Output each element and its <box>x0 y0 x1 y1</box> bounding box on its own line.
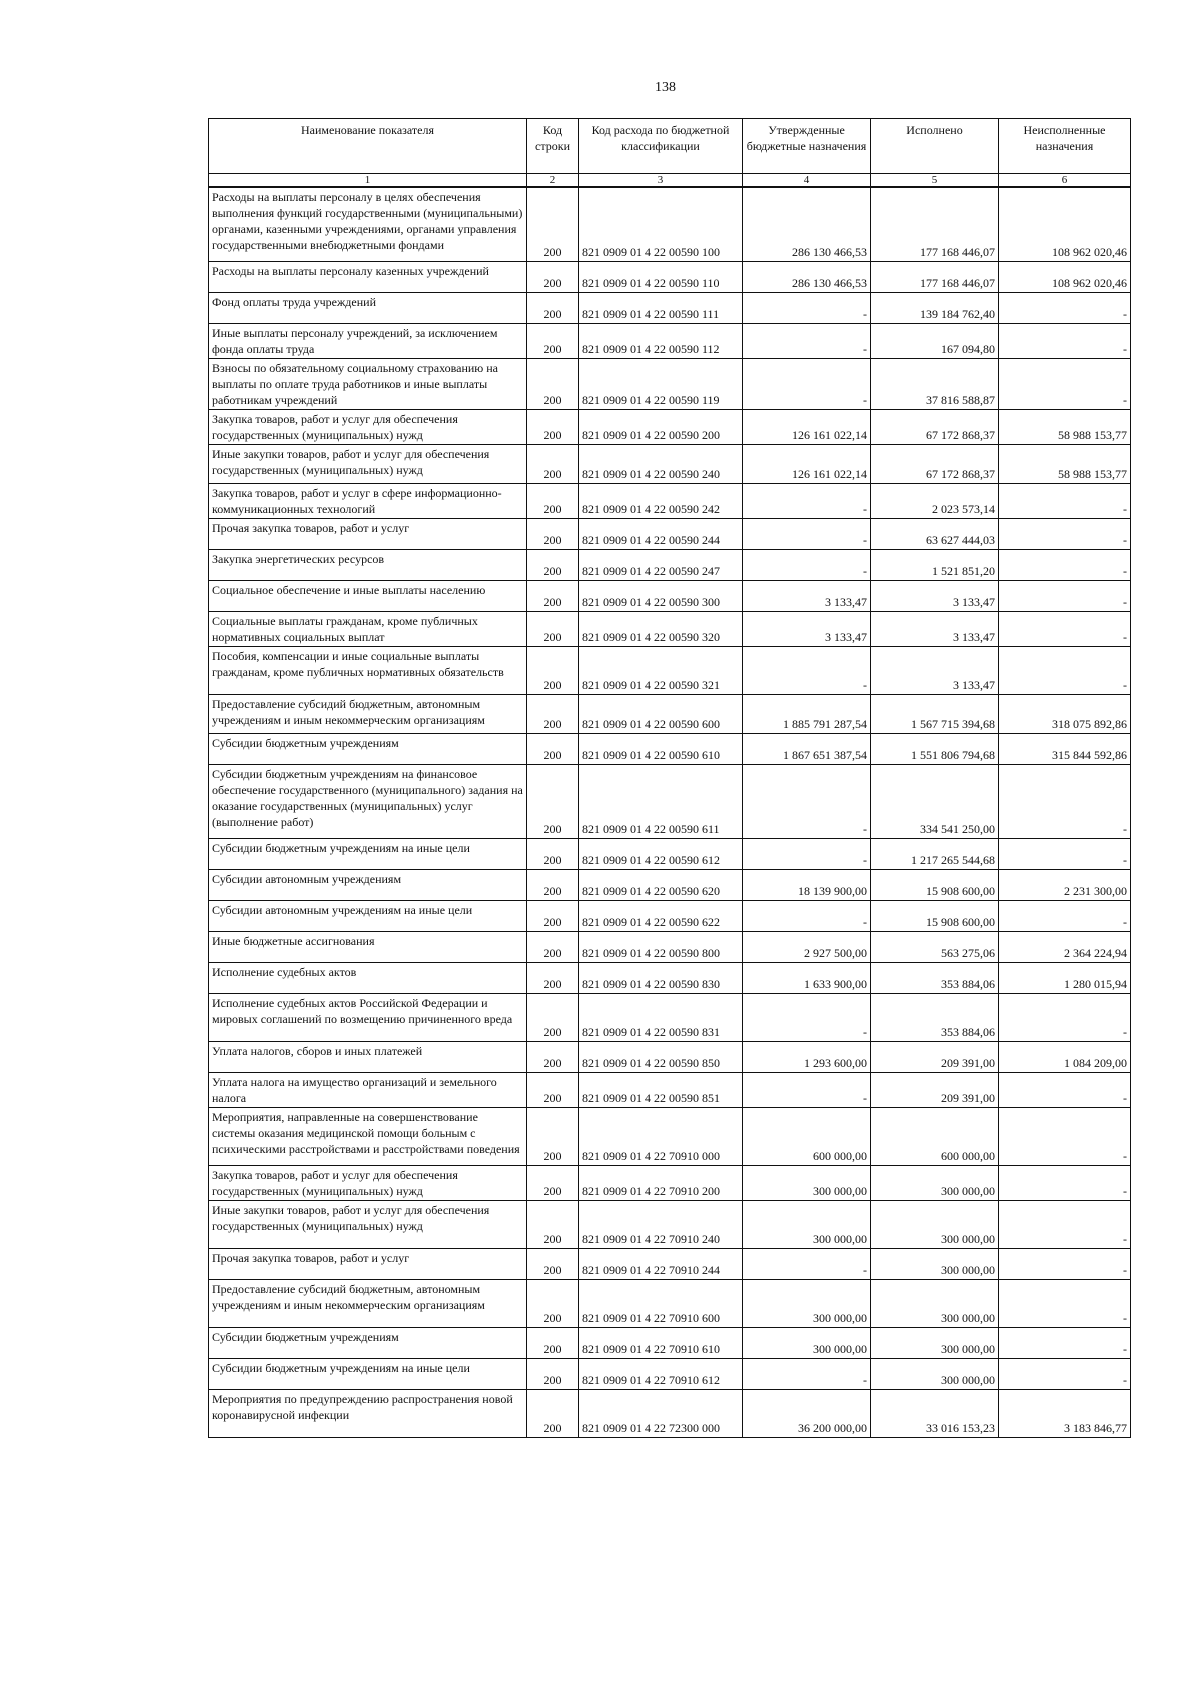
row-unexecuted-cell: 2 231 300,00 <box>999 869 1131 900</box>
table-row <box>209 900 1131 931</box>
row-unexecuted-cell: 315 844 592,86 <box>999 733 1131 764</box>
row-line-code-cell: 200 <box>527 1358 579 1389</box>
row-line-code-cell: 200 <box>527 838 579 869</box>
table-row <box>209 323 1131 358</box>
table-row <box>209 549 1131 580</box>
row-line-code-cell: 200 <box>527 358 579 409</box>
row-classification-cell: 821 0909 01 4 22 00590 321 <box>579 646 743 694</box>
row-unexecuted-cell: - <box>999 611 1131 646</box>
row-classification-cell: 821 0909 01 4 22 00590 600 <box>579 694 743 733</box>
row-line-code-cell: 200 <box>527 292 579 323</box>
row-executed-cell: 300 000,00 <box>871 1358 999 1389</box>
row-approved-cell: 300 000,00 <box>743 1200 871 1248</box>
row-unexecuted-cell: - <box>999 1327 1131 1358</box>
row-approved-cell: - <box>743 1072 871 1107</box>
row-unexecuted-cell: - <box>999 1200 1131 1248</box>
row-approved-cell: 286 130 466,53 <box>743 187 871 261</box>
table-row <box>209 838 1131 869</box>
row-classification-cell: 821 0909 01 4 22 00590 112 <box>579 323 743 358</box>
row-classification-cell: 821 0909 01 4 22 70910 000 <box>579 1107 743 1165</box>
row-name-cell: Субсидии бюджетным учреждениям <box>209 1327 527 1358</box>
row-approved-cell: 300 000,00 <box>743 1279 871 1327</box>
row-line-code-cell: 200 <box>527 323 579 358</box>
row-executed-cell: 334 541 250,00 <box>871 764 999 838</box>
row-line-code-cell: 200 <box>527 900 579 931</box>
row-executed-cell: 300 000,00 <box>871 1327 999 1358</box>
row-unexecuted-cell: - <box>999 1358 1131 1389</box>
table-row <box>209 931 1131 962</box>
row-approved-cell: - <box>743 1358 871 1389</box>
row-classification-cell: 821 0909 01 4 22 00590 242 <box>579 483 743 518</box>
row-approved-cell: - <box>743 292 871 323</box>
row-classification-cell: 821 0909 01 4 22 70910 200 <box>579 1165 743 1200</box>
row-executed-cell: 1 521 851,20 <box>871 549 999 580</box>
row-name-cell: Мероприятия, направленные на совершенствование системы оказания медицинской помощи больным с психическими расстройствами и расстройствами поведения <box>209 1107 527 1165</box>
row-classification-cell: 821 0909 01 4 22 00590 110 <box>579 261 743 292</box>
row-classification-cell: 821 0909 01 4 22 00590 851 <box>579 1072 743 1107</box>
row-line-code-cell: 200 <box>527 646 579 694</box>
table-row <box>209 869 1131 900</box>
row-name-cell: Предоставление субсидий бюджетным, автономным учреждениям и иным некоммерческим организациям <box>209 694 527 733</box>
row-line-code-cell: 200 <box>527 483 579 518</box>
row-name-cell: Уплата налога на имущество организаций и земельного налога <box>209 1072 527 1107</box>
row-approved-cell: 1 293 600,00 <box>743 1041 871 1072</box>
row-name-cell: Расходы на выплаты персоналу в целях обеспечения выполнения функций государственными (муниципальными) органами, казенными учреждениями, органами управления государственными внебюджетными фондами <box>209 187 527 261</box>
header-classification-code: Код расхода по бюджетной классификации <box>579 119 743 174</box>
row-executed-cell: 3 133,47 <box>871 611 999 646</box>
row-classification-cell: 821 0909 01 4 22 00590 831 <box>579 993 743 1041</box>
table-row <box>209 1327 1131 1358</box>
row-line-code-cell: 200 <box>527 1327 579 1358</box>
row-approved-cell: 18 139 900,00 <box>743 869 871 900</box>
row-unexecuted-cell: - <box>999 1107 1131 1165</box>
row-classification-cell: 821 0909 01 4 22 00590 850 <box>579 1041 743 1072</box>
row-classification-cell: 821 0909 01 4 22 00590 610 <box>579 733 743 764</box>
row-unexecuted-cell: - <box>999 483 1131 518</box>
row-classification-cell: 821 0909 01 4 22 00590 611 <box>579 764 743 838</box>
column-index: 2 <box>527 174 579 188</box>
row-line-code-cell: 200 <box>527 1248 579 1279</box>
table-row <box>209 1248 1131 1279</box>
row-approved-cell: 300 000,00 <box>743 1165 871 1200</box>
row-approved-cell: - <box>743 518 871 549</box>
row-approved-cell: - <box>743 646 871 694</box>
row-executed-cell: 37 816 588,87 <box>871 358 999 409</box>
row-executed-cell: 63 627 444,03 <box>871 518 999 549</box>
row-name-cell: Субсидии бюджетным учреждениям на иные цели <box>209 1358 527 1389</box>
row-name-cell: Предоставление субсидий бюджетным, автономным учреждениям и иным некоммерческим организациям <box>209 1279 527 1327</box>
row-executed-cell: 300 000,00 <box>871 1200 999 1248</box>
row-name-cell: Закупка энергетических ресурсов <box>209 549 527 580</box>
row-classification-cell: 821 0909 01 4 22 00590 800 <box>579 931 743 962</box>
table-row <box>209 1072 1131 1107</box>
row-approved-cell: 126 161 022,14 <box>743 444 871 483</box>
row-unexecuted-cell: - <box>999 1248 1131 1279</box>
row-classification-cell: 821 0909 01 4 22 00590 100 <box>579 187 743 261</box>
table-row <box>209 962 1131 993</box>
row-classification-cell: 821 0909 01 4 22 70910 612 <box>579 1358 743 1389</box>
row-line-code-cell: 200 <box>527 261 579 292</box>
row-unexecuted-cell: - <box>999 549 1131 580</box>
table-row <box>209 1165 1131 1200</box>
row-classification-cell: 821 0909 01 4 22 70910 240 <box>579 1200 743 1248</box>
table-row <box>209 1358 1131 1389</box>
row-line-code-cell: 200 <box>527 1041 579 1072</box>
row-name-cell: Взносы по обязательному социальному страхованию на выплаты по оплате труда работников и иные выплаты работникам учреждений <box>209 358 527 409</box>
row-unexecuted-cell: 1 280 015,94 <box>999 962 1131 993</box>
row-name-cell: Мероприятия по предупреждению распространения новой коронавирусной инфекции <box>209 1389 527 1437</box>
row-executed-cell: 300 000,00 <box>871 1165 999 1200</box>
column-index-row <box>209 174 1131 188</box>
table-row <box>209 646 1131 694</box>
table-row <box>209 580 1131 611</box>
row-executed-cell: 67 172 868,37 <box>871 409 999 444</box>
row-executed-cell: 563 275,06 <box>871 931 999 962</box>
row-classification-cell: 821 0909 01 4 22 00590 119 <box>579 358 743 409</box>
row-executed-cell: 67 172 868,37 <box>871 444 999 483</box>
row-name-cell: Исполнение судебных актов <box>209 962 527 993</box>
row-executed-cell: 167 094,80 <box>871 323 999 358</box>
row-classification-cell: 821 0909 01 4 22 00590 830 <box>579 962 743 993</box>
row-classification-cell: 821 0909 01 4 22 00590 244 <box>579 518 743 549</box>
row-executed-cell: 353 884,06 <box>871 962 999 993</box>
table-row <box>209 358 1131 409</box>
row-unexecuted-cell: - <box>999 580 1131 611</box>
table-row <box>209 1389 1131 1437</box>
row-line-code-cell: 200 <box>527 694 579 733</box>
row-approved-cell: - <box>743 358 871 409</box>
row-approved-cell: - <box>743 549 871 580</box>
row-executed-cell: 300 000,00 <box>871 1248 999 1279</box>
row-line-code-cell: 200 <box>527 580 579 611</box>
header-line-code: Код строки <box>527 119 579 174</box>
row-name-cell: Субсидии автономным учреждениям <box>209 869 527 900</box>
row-approved-cell: 2 927 500,00 <box>743 931 871 962</box>
row-name-cell: Закупка товаров, работ и услуг в сфере информационно-коммуникационных технологий <box>209 483 527 518</box>
row-line-code-cell: 200 <box>527 733 579 764</box>
table-row <box>209 1107 1131 1165</box>
row-line-code-cell: 200 <box>527 1279 579 1327</box>
row-name-cell: Социальные выплаты гражданам, кроме публичных нормативных социальных выплат <box>209 611 527 646</box>
row-unexecuted-cell: 318 075 892,86 <box>999 694 1131 733</box>
row-approved-cell: 3 133,47 <box>743 611 871 646</box>
row-name-cell: Пособия, компенсации и иные социальные выплаты гражданам, кроме публичных нормативных обязательств <box>209 646 527 694</box>
row-classification-cell: 821 0909 01 4 22 00590 622 <box>579 900 743 931</box>
table-row <box>209 409 1131 444</box>
row-line-code-cell: 200 <box>527 1389 579 1437</box>
row-name-cell: Иные бюджетные ассигнования <box>209 931 527 962</box>
row-line-code-cell: 200 <box>527 1072 579 1107</box>
row-line-code-cell: 200 <box>527 1200 579 1248</box>
row-unexecuted-cell: - <box>999 646 1131 694</box>
row-classification-cell: 821 0909 01 4 22 00590 300 <box>579 580 743 611</box>
row-classification-cell: 821 0909 01 4 22 70910 600 <box>579 1279 743 1327</box>
row-approved-cell: 36 200 000,00 <box>743 1389 871 1437</box>
row-line-code-cell: 200 <box>527 869 579 900</box>
row-approved-cell: - <box>743 764 871 838</box>
column-index: 3 <box>579 174 743 188</box>
row-name-cell: Уплата налогов, сборов и иных платежей <box>209 1041 527 1072</box>
row-approved-cell: 600 000,00 <box>743 1107 871 1165</box>
row-name-cell: Прочая закупка товаров, работ и услуг <box>209 1248 527 1279</box>
row-name-cell: Исполнение судебных актов Российской Федерации и мировых соглашений по возмещению причиненного вреда <box>209 993 527 1041</box>
row-name-cell: Субсидии автономным учреждениям на иные цели <box>209 900 527 931</box>
row-classification-cell: 821 0909 01 4 22 00590 247 <box>579 549 743 580</box>
row-unexecuted-cell: 58 988 153,77 <box>999 409 1131 444</box>
header-indicator-name: Наименование показателя <box>209 119 527 174</box>
row-unexecuted-cell: - <box>999 1072 1131 1107</box>
row-executed-cell: 353 884,06 <box>871 993 999 1041</box>
row-executed-cell: 300 000,00 <box>871 1279 999 1327</box>
row-name-cell: Иные закупки товаров, работ и услуг для обеспечения государственных (муниципальных) нужд <box>209 444 527 483</box>
row-unexecuted-cell: 108 962 020,46 <box>999 187 1131 261</box>
row-approved-cell: 1 867 651 387,54 <box>743 733 871 764</box>
column-index: 5 <box>871 174 999 188</box>
table-row <box>209 292 1131 323</box>
row-classification-cell: 821 0909 01 4 22 72300 000 <box>579 1389 743 1437</box>
column-index: 4 <box>743 174 871 188</box>
row-name-cell: Субсидии бюджетным учреждениям <box>209 733 527 764</box>
row-executed-cell: 209 391,00 <box>871 1072 999 1107</box>
row-line-code-cell: 200 <box>527 518 579 549</box>
row-unexecuted-cell: - <box>999 1279 1131 1327</box>
row-line-code-cell: 200 <box>527 993 579 1041</box>
row-executed-cell: 3 133,47 <box>871 646 999 694</box>
row-unexecuted-cell: 2 364 224,94 <box>999 931 1131 962</box>
row-executed-cell: 600 000,00 <box>871 1107 999 1165</box>
row-unexecuted-cell: - <box>999 838 1131 869</box>
row-name-cell: Расходы на выплаты персоналу казенных учреждений <box>209 261 527 292</box>
row-unexecuted-cell: 108 962 020,46 <box>999 261 1131 292</box>
row-unexecuted-cell: 3 183 846,77 <box>999 1389 1131 1437</box>
table-row <box>209 1200 1131 1248</box>
row-approved-cell: 1 633 900,00 <box>743 962 871 993</box>
row-executed-cell: 177 168 446,07 <box>871 187 999 261</box>
row-classification-cell: 821 0909 01 4 22 00590 200 <box>579 409 743 444</box>
row-approved-cell: 286 130 466,53 <box>743 261 871 292</box>
table-row <box>209 261 1131 292</box>
row-classification-cell: 821 0909 01 4 22 00590 620 <box>579 869 743 900</box>
row-name-cell: Иные закупки товаров, работ и услуг для обеспечения государственных (муниципальных) нужд <box>209 1200 527 1248</box>
row-classification-cell: 821 0909 01 4 22 70910 244 <box>579 1248 743 1279</box>
row-executed-cell: 177 168 446,07 <box>871 261 999 292</box>
row-unexecuted-cell: - <box>999 900 1131 931</box>
row-name-cell: Социальное обеспечение и иные выплаты населению <box>209 580 527 611</box>
row-line-code-cell: 200 <box>527 611 579 646</box>
row-executed-cell: 2 023 573,14 <box>871 483 999 518</box>
row-executed-cell: 1 217 265 544,68 <box>871 838 999 869</box>
row-executed-cell: 3 133,47 <box>871 580 999 611</box>
table-row <box>209 993 1131 1041</box>
row-name-cell: Фонд оплаты труда учреждений <box>209 292 527 323</box>
row-unexecuted-cell: 1 084 209,00 <box>999 1041 1131 1072</box>
row-approved-cell: - <box>743 993 871 1041</box>
row-executed-cell: 1 551 806 794,68 <box>871 733 999 764</box>
table-row <box>209 611 1131 646</box>
row-line-code-cell: 200 <box>527 444 579 483</box>
row-name-cell: Иные выплаты персоналу учреждений, за исключением фонда оплаты труда <box>209 323 527 358</box>
row-line-code-cell: 200 <box>527 549 579 580</box>
table-row <box>209 518 1131 549</box>
row-line-code-cell: 200 <box>527 409 579 444</box>
budget-execution-table <box>208 118 1131 1438</box>
row-approved-cell: - <box>743 838 871 869</box>
row-classification-cell: 821 0909 01 4 22 00590 111 <box>579 292 743 323</box>
row-unexecuted-cell: - <box>999 764 1131 838</box>
table-row <box>209 444 1131 483</box>
row-unexecuted-cell: - <box>999 518 1131 549</box>
row-unexecuted-cell: - <box>999 358 1131 409</box>
table-row <box>209 1041 1131 1072</box>
row-approved-cell: - <box>743 1248 871 1279</box>
row-line-code-cell: 200 <box>527 931 579 962</box>
row-approved-cell: - <box>743 900 871 931</box>
row-executed-cell: 1 567 715 394,68 <box>871 694 999 733</box>
page-number: 138 <box>655 80 676 95</box>
row-classification-cell: 821 0909 01 4 22 70910 610 <box>579 1327 743 1358</box>
row-executed-cell: 139 184 762,40 <box>871 292 999 323</box>
table-row <box>209 1279 1131 1327</box>
row-unexecuted-cell: - <box>999 1165 1131 1200</box>
table-row <box>209 483 1131 518</box>
row-classification-cell: 821 0909 01 4 22 00590 320 <box>579 611 743 646</box>
header-executed: Исполнено <box>871 119 999 174</box>
row-approved-cell: 3 133,47 <box>743 580 871 611</box>
row-name-cell: Закупка товаров, работ и услуг для обеспечения государственных (муниципальных) нужд <box>209 409 527 444</box>
row-line-code-cell: 200 <box>527 1165 579 1200</box>
table-body <box>209 187 1131 1437</box>
row-classification-cell: 821 0909 01 4 22 00590 612 <box>579 838 743 869</box>
row-name-cell: Прочая закупка товаров, работ и услуг <box>209 518 527 549</box>
header-approved: Утвержденные бюджетные назначения <box>743 119 871 174</box>
row-unexecuted-cell: - <box>999 993 1131 1041</box>
table-row <box>209 764 1131 838</box>
row-line-code-cell: 200 <box>527 962 579 993</box>
row-approved-cell: - <box>743 483 871 518</box>
row-line-code-cell: 200 <box>527 187 579 261</box>
row-name-cell: Субсидии бюджетным учреждениям на финансовое обеспечение государственного (муниципального) задания на оказание государственных (муниципальных) услуг (выполнение работ) <box>209 764 527 838</box>
row-executed-cell: 33 016 153,23 <box>871 1389 999 1437</box>
table-row <box>209 733 1131 764</box>
table-row <box>209 187 1131 261</box>
row-approved-cell: 300 000,00 <box>743 1327 871 1358</box>
row-name-cell: Субсидии бюджетным учреждениям на иные цели <box>209 838 527 869</box>
row-unexecuted-cell: 58 988 153,77 <box>999 444 1131 483</box>
header-unexecuted: Неисполненные назначения <box>999 119 1131 174</box>
row-unexecuted-cell: - <box>999 323 1131 358</box>
row-approved-cell: 1 885 791 287,54 <box>743 694 871 733</box>
table-row <box>209 694 1131 733</box>
row-line-code-cell: 200 <box>527 1107 579 1165</box>
row-approved-cell: 126 161 022,14 <box>743 409 871 444</box>
row-unexecuted-cell: - <box>999 292 1131 323</box>
row-approved-cell: - <box>743 323 871 358</box>
row-executed-cell: 209 391,00 <box>871 1041 999 1072</box>
row-executed-cell: 15 908 600,00 <box>871 869 999 900</box>
row-classification-cell: 821 0909 01 4 22 00590 240 <box>579 444 743 483</box>
table-header-row <box>209 119 1131 174</box>
column-index: 1 <box>209 174 527 188</box>
row-line-code-cell: 200 <box>527 764 579 838</box>
row-executed-cell: 15 908 600,00 <box>871 900 999 931</box>
column-index: 6 <box>999 174 1131 188</box>
row-name-cell: Закупка товаров, работ и услуг для обеспечения государственных (муниципальных) нужд <box>209 1165 527 1200</box>
